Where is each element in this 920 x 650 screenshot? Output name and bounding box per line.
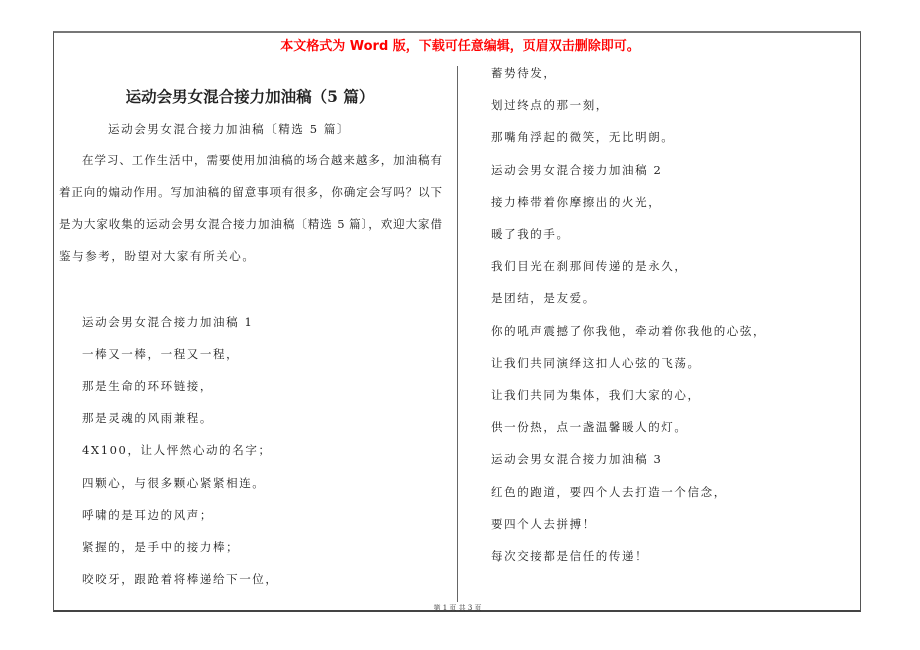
poem-line: 那嘴角浮起的微笑，无比明朗。 — [491, 130, 675, 145]
poem-line: 运动会男女混合接力加油稿 2 — [491, 162, 663, 177]
poem-line: 每次交接都是信任的传递！ — [491, 549, 649, 563]
poem-line: 供一份热，点一盏温馨暖人的灯。 — [491, 420, 688, 435]
poem-line: 让我们共同为集体，我们大家的心， — [491, 388, 701, 402]
intro-line: 鉴与参考，盼望对大家有所关心。 — [59, 249, 256, 263]
intro-line: 是为大家收集的运动会男女混合接力加油稿〔精选 5 篇〕，欢迎大家借 — [59, 217, 442, 231]
document-title: 运动会男女混合接力加油稿（5 篇） — [125, 87, 375, 106]
poem-line: 红色的跑道，要四个人去打造一个信念， — [491, 484, 727, 499]
poem-line: 你的吼声震撼了你我他，牵动着你我他的心弦， — [491, 323, 767, 338]
poem-line: 运动会男女混合接力加油稿 1 — [82, 315, 254, 329]
header-notice: 本文格式为 Word 版，下载可任意编辑，页眉双击删除即可。 — [280, 39, 640, 54]
poem-line: 一棒又一棒，一程又一程， — [82, 347, 240, 362]
poem-line: 紧握的，是手中的接力棒； — [82, 539, 240, 554]
poem-line: 接力棒带着你摩擦出的火光， — [491, 194, 662, 209]
poem-line: 4X100，让人怦然心动的名字； — [82, 443, 272, 458]
poem-line: 呼啸的是耳边的风声； — [82, 507, 213, 522]
poem-line: 暖了我的手。 — [491, 227, 570, 241]
poem-line: 要四个人去拼搏！ — [491, 516, 596, 531]
intro-line: 在学习、工作生活中，需要使用加油稿的场合越来越多，加油稿有 — [82, 153, 442, 167]
page-footer: 第 1 页 共 3 页 — [433, 604, 482, 612]
poem-line: 运动会男女混合接力加油稿 3 — [491, 452, 663, 467]
poem-line: 划过终点的那一刻， — [491, 98, 609, 113]
poem-line: 那是生命的环环链接， — [82, 379, 213, 394]
poem-line: 让我们共同演绎这扣人心弦的飞荡。 — [491, 355, 701, 370]
poem-line: 我们目光在刹那间传递的是永久， — [491, 259, 688, 274]
poem-line: 四颗心，与很多颗心紧紧相连。 — [82, 475, 266, 490]
poem-line: 是团结，是友爱。 — [491, 291, 596, 306]
poem-line: 咬咬牙，跟跄着将棒递给下一位， — [82, 571, 279, 586]
poem-line: 蓄势待发， — [491, 66, 557, 80]
column-divider — [457, 66, 458, 602]
poem-line: 那是灵魂的风雨兼程。 — [82, 411, 213, 426]
subtitle: 运动会男女混合接力加油稿〔精选 5 篇〕 — [108, 122, 351, 136]
intro-line: 着正向的煽动作用。写加油稿的留意事项有很多，你确定会写吗？以下 — [59, 185, 442, 199]
